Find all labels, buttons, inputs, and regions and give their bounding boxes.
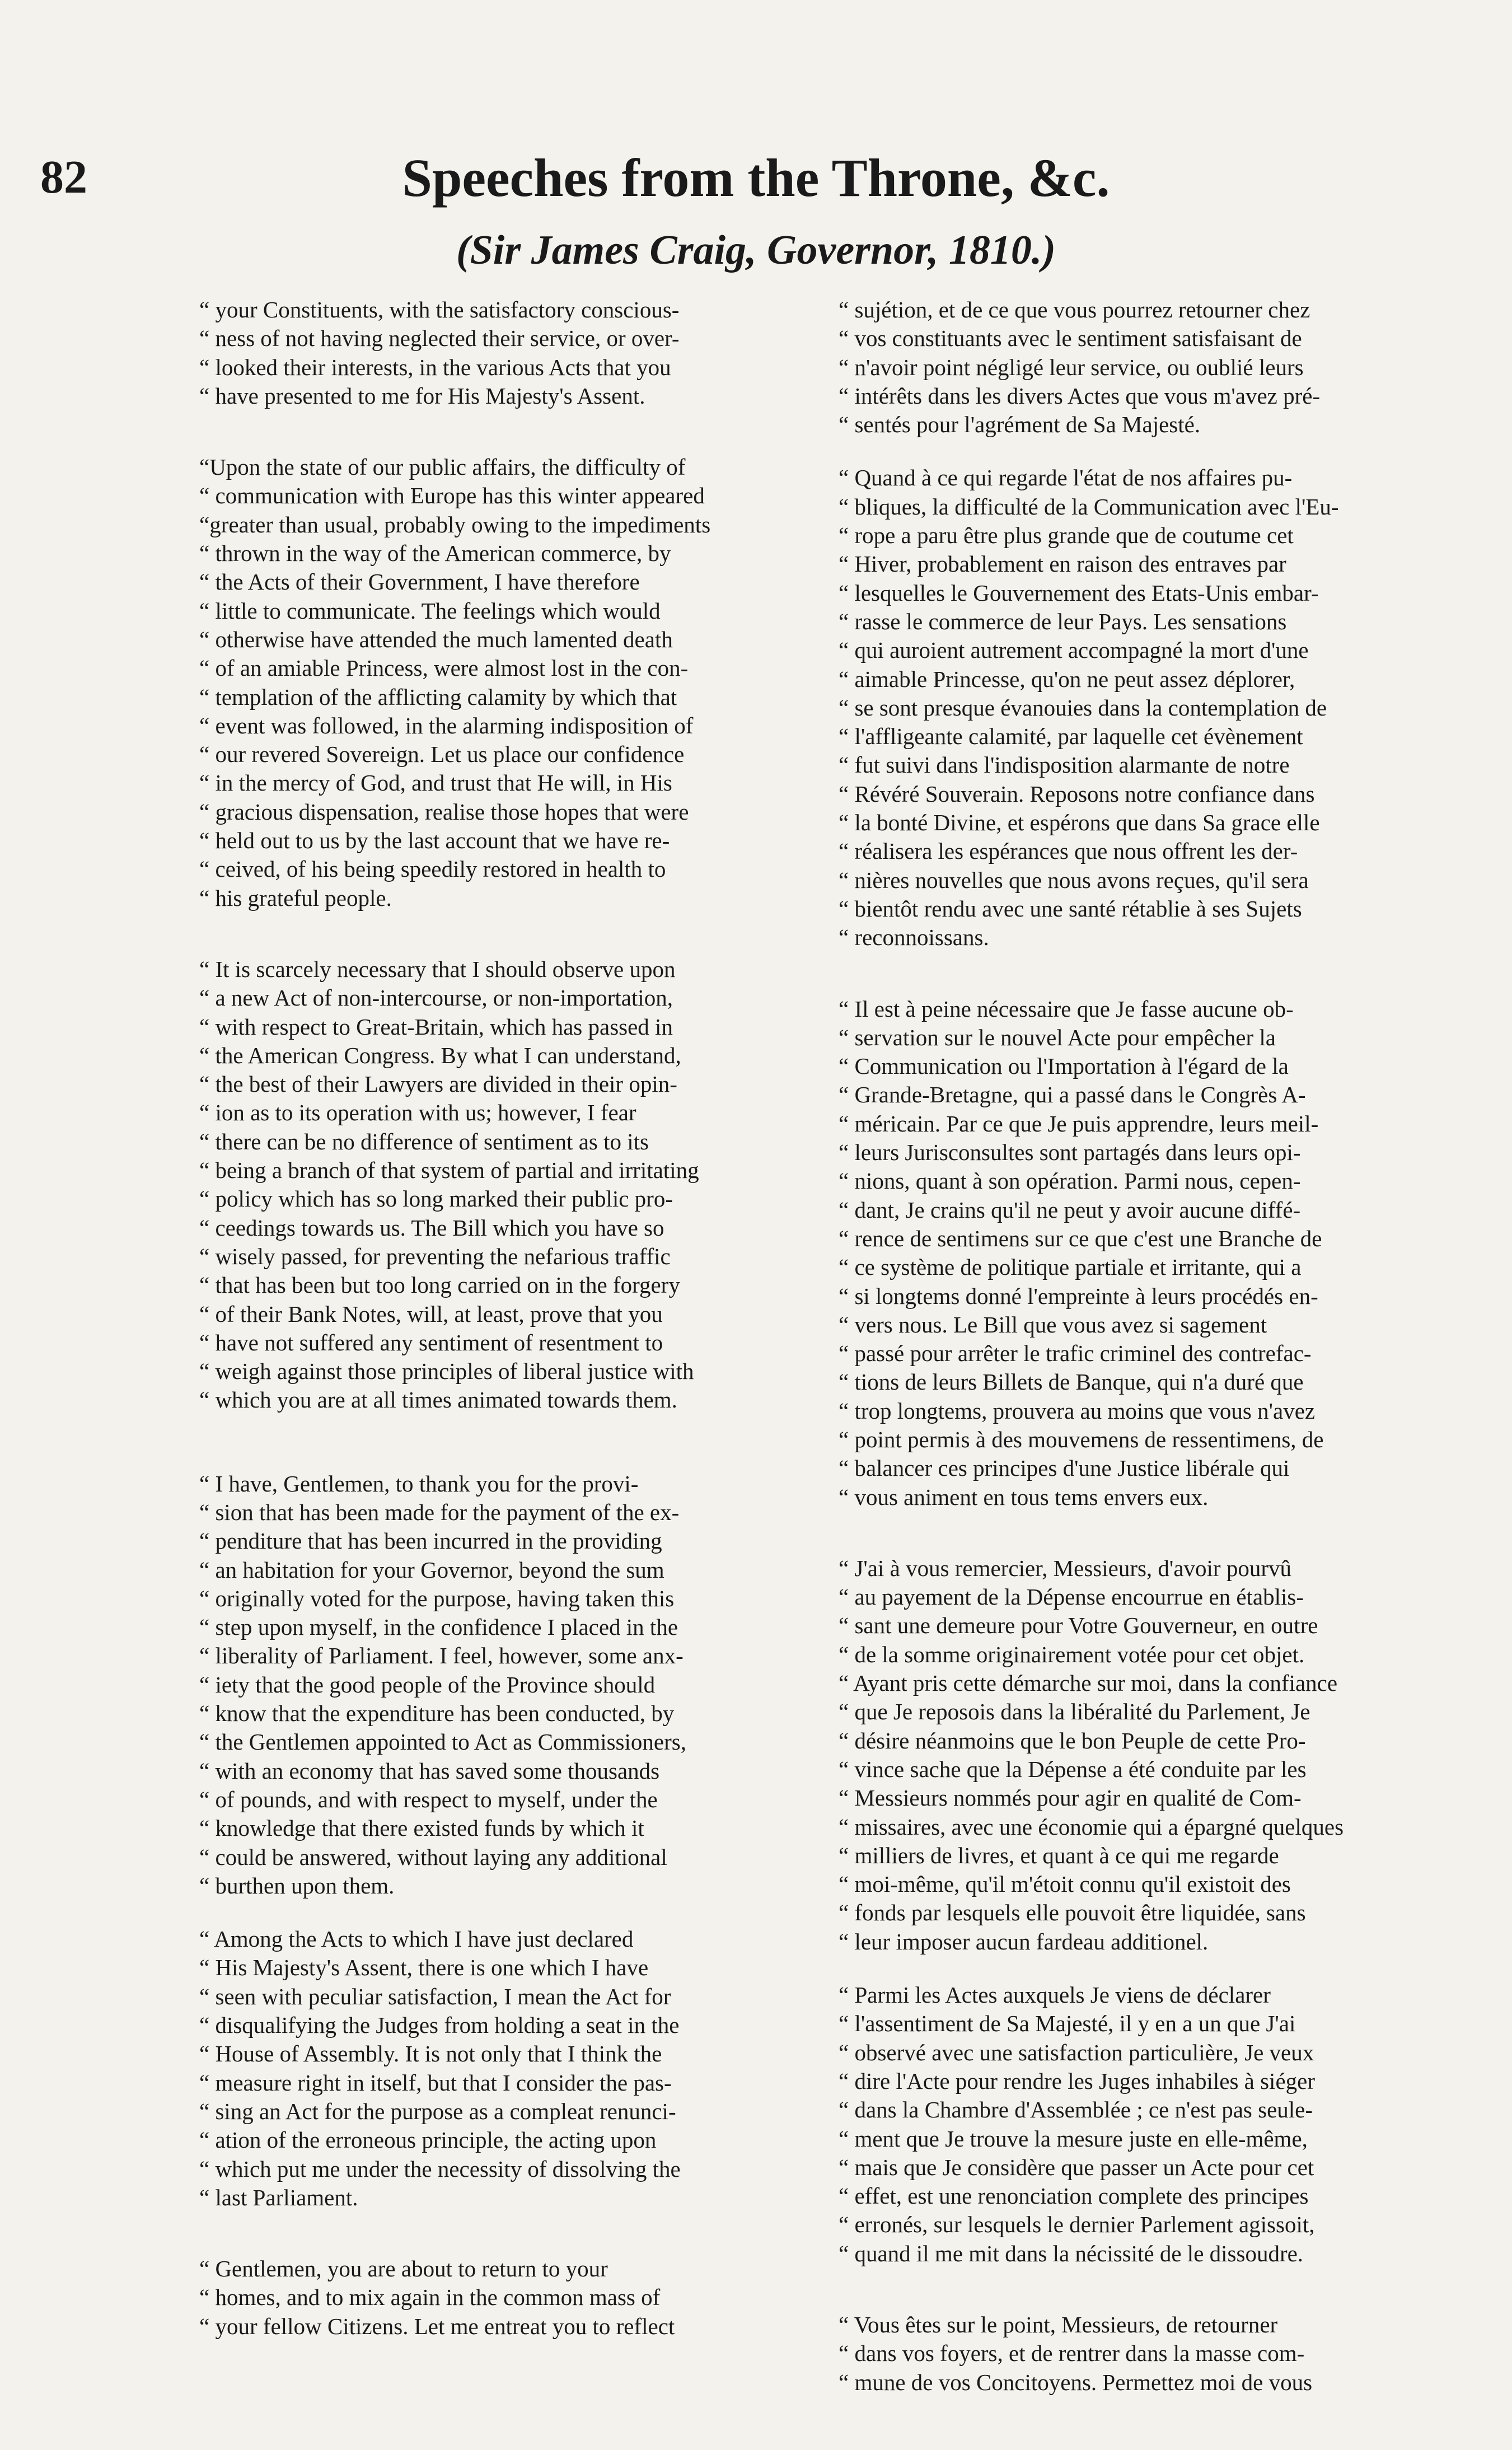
- text-line: “ dire l'Acte pour rendre les Juges inhabiles à siéger: [839, 2068, 1315, 2094]
- english-paragraph: [199, 296, 821, 410]
- text-line: “ have not suffered any sentiment of resentment to: [199, 1329, 663, 1355]
- text-line: “ held out to us by the last account that we have re-: [199, 827, 670, 854]
- french-paragraph: [839, 464, 1460, 952]
- text-line: “ your fellow Citizens. Let me entreat you to reflect: [199, 2313, 675, 2339]
- text-line: “ with an economy that has saved some thousands: [199, 1757, 660, 1784]
- text-line: “ de la somme originairement votée pour cet objet.: [839, 1641, 1305, 1667]
- text-line: “ méricain. Par ce que Je puis apprendre, leurs meil-: [839, 1110, 1319, 1137]
- text-line: “ au payement de la Dépense encourrue en établis-: [839, 1584, 1304, 1610]
- text-line: “ vers nous. Le Bill que vous avez si sagement: [839, 1311, 1267, 1338]
- text-line: “ reconnoissans.: [839, 924, 989, 951]
- text-line: “ weigh against those principles of liberal justice with: [199, 1358, 694, 1385]
- text-line: “ measure right in itself, but that I consider the pas-: [199, 2069, 672, 2096]
- text-line: “ moi-même, qu'il m'étoit connu qu'il existoit des: [839, 1871, 1291, 1897]
- text-line: “ l'assentiment de Sa Majesté, il y en a un que J'ai: [839, 2011, 1296, 2037]
- text-line: “ fut suivi dans l'indisposition alarmante de notre: [839, 752, 1290, 778]
- text-line: “ Hiver, probablement en raison des entraves par: [839, 551, 1286, 577]
- text-line: “ looked their interests, in the various Acts that you: [199, 354, 671, 380]
- text-line: “ sion that has been made for the payment of the ex-: [199, 1499, 680, 1525]
- text-line: “ sant une demeure pour Votre Gouverneur, en outre: [839, 1612, 1318, 1639]
- text-line: “ Parmi les Actes auxquels Je viens de déclarer: [839, 1982, 1271, 2008]
- french-paragraph: [839, 1981, 1460, 2268]
- english-column: [199, 296, 821, 2341]
- text-line: “ burthen upon them.: [199, 1872, 395, 1899]
- text-line: “ ment que Je trouve la mesure juste en elle-même,: [839, 2125, 1308, 2152]
- text-line: “ Among the Acts to which I have just declared: [199, 1926, 634, 1952]
- page-number: 82: [40, 151, 87, 203]
- text-line: “ que Je reposois dans la libéralité du Parlement, Je: [839, 1699, 1310, 1725]
- text-line: “ sentés pour l'agrément de Sa Majesté.: [839, 412, 1201, 438]
- text-line: “ our revered Sovereign. Let us place our confidence: [199, 741, 685, 768]
- text-line: “ the American Congress. By what I can understand,: [199, 1042, 681, 1068]
- text-line: “ ation of the erroneous principle, the acting upon: [199, 2127, 657, 2153]
- text-line: “ which put me under the necessity of dissolving the: [199, 2156, 681, 2182]
- text-line: “ House of Assembly. It is not only that I think the: [199, 2041, 662, 2067]
- text-line: “ last Parliament.: [199, 2184, 358, 2210]
- text-line: “ dant, Je crains qu'il ne peut y avoir aucune diffé-: [839, 1196, 1301, 1223]
- text-line: “ Grande-Bretagne, qui a passé dans le Congrès A-: [839, 1082, 1306, 1108]
- text-line: “ leurs Jurisconsultes sont partagés dans leurs opi-: [839, 1139, 1301, 1166]
- text-line: “ bliques, la difficulté de la Communication avec l'Eu-: [839, 493, 1339, 520]
- text-line: “greater than usual, probably owing to the impediments: [199, 511, 711, 537]
- text-line: “ Communication ou l'Importation à l'égard de la: [839, 1053, 1289, 1079]
- text-line: “ of their Bank Notes, will, at least, prove that you: [199, 1301, 663, 1327]
- text-line: “ policy which has so long marked their public pro-: [199, 1186, 673, 1212]
- text-line: “ n'avoir point négligé leur service, ou oublié leurs: [839, 354, 1304, 380]
- text-line: “ milliers de livres, et quant à ce qui me regarde: [839, 1842, 1279, 1868]
- text-line: “ ness of not having neglected their service, or over-: [199, 325, 680, 352]
- text-line: “ little to communicate. The feelings which would: [199, 597, 661, 624]
- text-line: “ l'affligeante calamité, par laquelle cet évènement: [839, 723, 1303, 750]
- text-line: “ with respect to Great-Britain, which has passed in: [199, 1013, 673, 1040]
- text-line: “ rence de sentimens sur ce que c'est une Branche de: [839, 1225, 1322, 1251]
- text-line: “ being a branch of that system of partial and irritating: [199, 1157, 699, 1184]
- text-line: “ of an amiable Princess, were almost lost in the con-: [199, 655, 689, 681]
- text-line: “ templation of the afflicting calamity by which that: [199, 684, 677, 710]
- text-line: “ la bonté Divine, et espérons que dans Sa grace elle: [839, 810, 1320, 836]
- text-line: “ his grateful people.: [199, 885, 392, 911]
- french-column: [839, 296, 1460, 2397]
- text-line: “ vince sache que la Dépense a été conduite par les: [839, 1756, 1307, 1782]
- text-line: “ missaires, avec une économie qui a épargné quelques: [839, 1813, 1344, 1840]
- text-line: “ I have, Gentlemen, to thank you for the provi-: [199, 1470, 639, 1497]
- text-line: “ penditure that has been incurred in the providing: [199, 1528, 662, 1554]
- text-line: “ lesquelles le Gouvernement des Etats-Unis embar-: [839, 579, 1319, 606]
- subheading: (Sir James Craig, Governor, 1810.): [456, 227, 1056, 273]
- text-line: “ J'ai à vous remercier, Messieurs, d'avoir pourvû: [839, 1555, 1291, 1581]
- text-line: “ intérêts dans les divers Actes que vous m'avez pré-: [839, 382, 1321, 409]
- text-line: “ vos constituants avec le sentiment satisfaisant de: [839, 325, 1302, 352]
- text-line: “ communication with Europe has this winter appeared: [199, 483, 705, 509]
- text-line: “ that has been but too long carried on in the forgery: [199, 1272, 680, 1298]
- text-line: “ His Majesty's Assent, there is one which I have: [199, 1955, 649, 1981]
- text-line: “ Quand à ce qui regarde l'état de nos affaires pu-: [839, 465, 1293, 491]
- text-line: “ dans la Chambre d'Assemblée ; ce n'est pas seule-: [839, 2097, 1313, 2123]
- text-line: “ the best of their Lawyers are divided in their opin-: [199, 1071, 677, 1097]
- text-line: “ trop longtems, prouvera au moins que vous n'avez: [839, 1397, 1316, 1424]
- text-line: “ nions, quant à son opération. Parmi nous, cepen-: [839, 1168, 1301, 1194]
- text-line: “ homes, and to mix again in the common mass of: [199, 2284, 661, 2311]
- text-line: “ ceedings towards us. The Bill which you have so: [199, 1214, 664, 1241]
- text-line: “ your Constituents, with the satisfactory conscious-: [199, 297, 680, 322]
- text-line: “ balancer ces principes d'une Justice libérale qui: [839, 1455, 1290, 1481]
- text-line: “ bientôt rendu avec une santé rétablie à ses Sujets: [839, 895, 1302, 922]
- text-line: “ leur imposer aucun fardeau additionel.: [839, 1928, 1209, 1955]
- text-line: “ the Gentlemen appointed to Act as Commissioners,: [199, 1729, 686, 1755]
- text-line: “ Ayant pris cette démarche sur moi, dans la confiance: [839, 1670, 1338, 1696]
- text-line: “ mune de vos Concitoyens. Permettez moi de vous: [839, 2369, 1313, 2395]
- text-line: “ ion as to its operation with us; however, I fear: [199, 1100, 636, 1126]
- text-line: “ there can be no difference of sentiment as to its: [199, 1128, 649, 1154]
- text-line: “ Vous êtes sur le point, Messieurs, de retourner: [839, 2312, 1278, 2337]
- english-paragraph: [199, 453, 821, 913]
- text-line: “ mais que Je considère que passer un Acte pour cet: [839, 2154, 1314, 2180]
- text-line: “ have presented to me for His Majesty's Assent.: [199, 382, 645, 409]
- text-line: “ It is scarcely necessary that I should observe upon: [199, 956, 676, 982]
- text-line: “ in the mercy of God, and trust that He will, in His: [199, 770, 672, 796]
- text-line: “ an habitation for your Governor, beyond the sum: [199, 1556, 664, 1583]
- text-line: “ observé avec une satisfaction particulière, Je veux: [839, 2039, 1314, 2065]
- text-line: “ fonds par lesquels elle pouvoit être liquidée, sans: [839, 1900, 1306, 1926]
- text-line: “ passé pour arrêter le trafic criminel des contrefac-: [839, 1340, 1312, 1367]
- text-line: “ a new Act of non-intercourse, or non-importation,: [199, 985, 673, 1011]
- text-line: “ could be answered, without laying any additional: [199, 1844, 667, 1870]
- french-paragraph: [839, 1554, 1460, 1956]
- text-line: “ Il est à peine nécessaire que Je fasse aucune ob-: [839, 995, 1294, 1022]
- text-line: “ servation sur le nouvel Acte pour empêcher la: [839, 1024, 1276, 1050]
- text-line: “ point permis à des mouvemens de ressentimens, de: [839, 1426, 1324, 1452]
- text-line: “ si longtems donné l'empreinte à leurs procédés en-: [839, 1283, 1318, 1309]
- text-line: “ erronés, sur lesquels le dernier Parlement agissoit,: [839, 2211, 1315, 2238]
- text-line: “ rasse le commerce de leur Pays. Les sensations: [839, 608, 1287, 634]
- text-line: “ Révéré Souverain. Reposons notre confiance dans: [839, 780, 1315, 807]
- english-paragraph: [199, 1470, 821, 1900]
- text-line: “ aimable Princesse, qu'on ne peut assez déplorer,: [839, 666, 1295, 692]
- text-line: “ sing an Act for the purpose as a compleat renunci-: [199, 2098, 676, 2124]
- text-line: “ désire néanmoins que le bon Peuple de cette Pro-: [839, 1727, 1306, 1754]
- text-line: “ nières nouvelles que nous avons reçues, qu'il sera: [839, 867, 1309, 893]
- text-line: “ ceived, of his being speedily restored in health to: [199, 856, 666, 882]
- text-line: “ Gentlemen, you are about to return to your: [199, 2256, 608, 2282]
- running-title: Speeches from the Throne, &c.: [402, 148, 1110, 208]
- text-line: “ originally voted for the purpose, having taken this: [199, 1585, 675, 1611]
- text-line: “ thrown in the way of the American commerce, by: [199, 540, 671, 567]
- text-line: “ seen with peculiar satisfaction, I mean the Act for: [199, 1983, 671, 2009]
- text-line: “ gracious dispensation, realise those hopes that were: [199, 798, 689, 825]
- text-line: “ disqualifying the Judges from holding a seat in the: [199, 2012, 680, 2038]
- text-line: “ knowledge that there existed funds by which it: [199, 1815, 644, 1841]
- text-line: “ tions de leurs Billets de Banque, qui n'a duré que: [839, 1369, 1304, 1395]
- text-line: “ quand il me mit dans la nécissité de le dissoudre.: [839, 2240, 1304, 2266]
- text-line: “ vous animent en tous tems envers eux.: [839, 1484, 1209, 1510]
- french-paragraph: [839, 995, 1460, 1512]
- text-line: “ of pounds, and with respect to myself, under the: [199, 1786, 658, 1812]
- text-line: “ liberality of Parliament. I feel, however, some anx-: [199, 1643, 684, 1669]
- text-line: “ dans vos foyers, et de rentrer dans la masse com-: [839, 2340, 1305, 2367]
- text-line: “ sujétion, et de ce que vous pourrez retourner chez: [839, 297, 1310, 322]
- text-line: “ se sont presque évanouies dans la contemplation de: [839, 694, 1327, 721]
- french-paragraph: [839, 2311, 1460, 2397]
- text-line: “ Messieurs nommés pour agir en qualité de Com-: [839, 1785, 1302, 1811]
- english-paragraph: [199, 955, 821, 1415]
- text-line: “ know that the expenditure has been conducted, by: [199, 1700, 675, 1727]
- text-line: “ step upon myself, in the confidence I placed in the: [199, 1614, 678, 1640]
- text-line: “ qui auroient autrement accompagné la mort d'une: [839, 637, 1309, 663]
- text-line: “ otherwise have attended the much lamented death: [199, 626, 673, 652]
- text-line: “ effet, est une renonciation complete des principes: [839, 2183, 1309, 2209]
- text-line: “ event was followed, in the alarming indisposition of: [199, 712, 694, 738]
- text-line: “ réalisera les espérances que nous offrent les der-: [839, 838, 1298, 864]
- text-line: “ wisely passed, for preventing the nefarious traffic: [199, 1243, 671, 1269]
- text-line: “ ce système de politique partiale et irritante, qui a: [839, 1254, 1302, 1280]
- text-line: “ which you are at all times animated towards them.: [199, 1387, 677, 1413]
- english-paragraph: [199, 1925, 821, 2212]
- text-line: “ the Acts of their Government, I have therefore: [199, 569, 640, 595]
- text-line: “ iety that the good people of the Province should: [199, 1671, 656, 1698]
- text-line: “Upon the state of our public affairs, the difficulty of: [199, 454, 686, 480]
- english-paragraph: [199, 2255, 821, 2341]
- text-line: “ rope a paru être plus grande que de coutume cet: [839, 522, 1294, 549]
- french-paragraph: [839, 296, 1460, 439]
